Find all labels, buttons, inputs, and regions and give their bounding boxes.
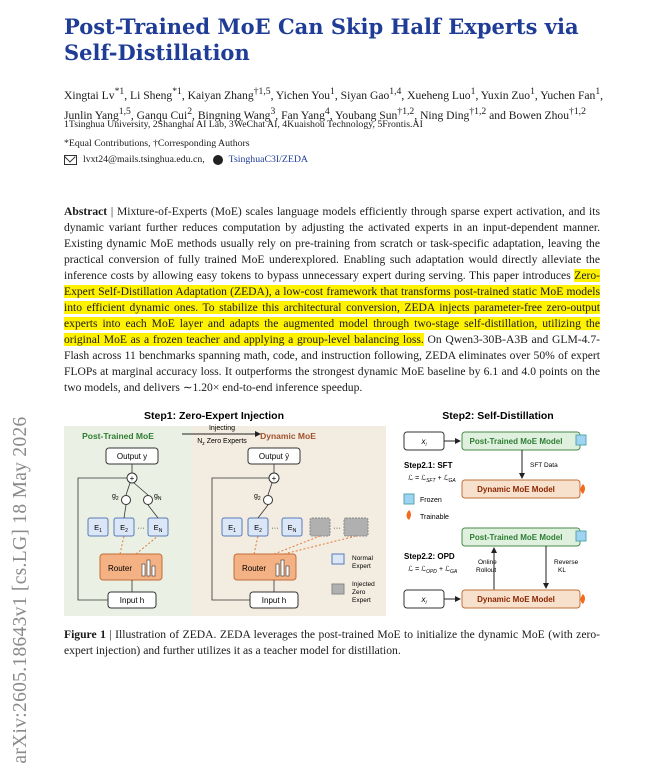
contact-line xyxy=(64,153,624,166)
svg-text:E2: $E_2$ xyxy=(120,523,128,534)
svg-text:xi: $x_i$ xyxy=(421,437,427,448)
router-label-left: Router xyxy=(107,564,133,573)
github-icon xyxy=(213,155,223,165)
legend-frozen-icon xyxy=(404,494,414,504)
mail-icon xyxy=(64,155,77,165)
zero-experts-label: $N_z$ Zero Experts xyxy=(197,438,247,447)
github-link[interactable]: TsinghuaC3I/ZEDA xyxy=(228,154,308,165)
contact-email[interactable]: lvxt24@mails.tsinghua.edu.cn, xyxy=(83,154,205,165)
zero-expert-n xyxy=(344,518,368,536)
figure-caption xyxy=(64,627,600,659)
svg-text:KL: KL xyxy=(558,567,566,574)
abstract-text-2: On Qwen3-30B-A3B and GLM-4.7-Flash across 11 benchmarks spanning math, code, and instruction following, ZEDA eliminates over 50% of expert FLOPs at marginal accuracy loss. It outperforms the strongest dynamic MoE baseline by 6.1 and 4.0 points on the two models, and delivers ∼1.20× end-to-end inference speedup. xyxy=(64,333,600,394)
svg-text:g2: $g_2$ xyxy=(254,493,261,502)
svg-text:Expert: Expert xyxy=(352,563,371,570)
figure-1 xyxy=(64,408,598,618)
frozen-icon xyxy=(576,435,586,445)
legend-zero-swatch xyxy=(332,584,344,594)
router-label-right: Router xyxy=(241,564,267,573)
output-ybar-label: Output ȳ xyxy=(258,452,290,461)
output-y-label: Output y xyxy=(116,452,148,461)
arxiv-id: arXiv:2605.18643v1 [cs.LG] 18 May 2026 xyxy=(10,416,31,764)
multiply-node-2 xyxy=(122,496,131,505)
injecting-label: Injecting xyxy=(208,425,236,432)
svg-text:Post-Trained MoE Model: Post-Trained MoE Model xyxy=(469,533,563,542)
abstract-label: Abstract xyxy=(64,205,108,218)
sft-loss: ℒ = ℒ$_{SFT}$ + ℒ$_{GA}$ xyxy=(408,475,456,484)
affiliations: 1Tsinghua University, 2Shanghai AI Lab, 3WeChat AI, 4Kuaishou Technology, 5Frontis.AI xyxy=(64,119,423,130)
svg-text:Injected: Injected xyxy=(352,581,375,588)
svg-text:Dynamic MoE Model: Dynamic MoE Model xyxy=(477,595,555,604)
post-trained-label: Post-Trained MoE xyxy=(82,431,154,441)
svg-text:EN: $E_N$ xyxy=(287,523,297,534)
svg-text:Rollout: Rollout xyxy=(476,567,497,574)
opd-loss: ℒ = ℒ$_{OPD}$ + ℒ$_{GA}$ xyxy=(408,566,458,575)
svg-text:···: ··· xyxy=(271,523,279,532)
gn-label: $g_N$ xyxy=(154,493,162,502)
input-h-label-right: Input h xyxy=(261,596,287,605)
svg-text:Trainable: Trainable xyxy=(420,514,449,521)
teacher-model-label-top: Post-Trained MoE Model xyxy=(469,437,563,446)
svg-text:Expert: Expert xyxy=(352,597,371,604)
multiply-node-n xyxy=(144,496,153,505)
svg-text:Reverse: Reverse xyxy=(554,559,579,566)
author-notes: *Equal Contributions, †Corresponding Authors xyxy=(64,138,250,149)
svg-text:E1: $E_1$ xyxy=(94,523,102,534)
svg-text:EN: $E_N$ xyxy=(153,523,163,534)
svg-text:xi: $x_i$ xyxy=(421,595,427,606)
svg-text:Online: Online xyxy=(478,559,497,566)
svg-text:+: + xyxy=(129,474,135,483)
svg-text:E1: $E_1$ xyxy=(228,523,236,534)
step1-title: Step1: Zero-Expert Injection xyxy=(143,410,285,422)
abstract-highlight: Zero-Expert Self-Distillation Adaptation (ZEDA), a low-cost framework that transforms post-trained static MoE models into efficient dynamic ones. To stabilize this architectural conversion, ZEDA injects parameter-free zero-output experts into each MoE layer and adapts the augmented model through two-stage self-distillation, utilizing the original MoE as a frozen teacher and applying a group-level balancing loss. xyxy=(64,269,600,346)
svg-text:E2: $E_2$ xyxy=(254,523,262,534)
input-h-label-left: Input h xyxy=(119,596,145,605)
step2-title: Step2: Self-Distillation xyxy=(442,410,554,422)
abstract-text-1: | Mixture-of-Experts (MoE) scales language models efficiently through sparse expert activation, and its dynamic variant further reduces computation by adjusting the activated experts in an input-dependent manner. Existing dynamic MoE methods usually rely on pre-training from scratch or task-specific adaptation, leaving the practical conversion of fully trained MoE underexplored. Enabling such adaptation would directly alleviate the inference costs by allowing easy tokens to bypass unnecessary expert during serving. This paper introduces xyxy=(64,205,600,282)
student-model-label-top: Dynamic MoE Model xyxy=(477,485,555,494)
legend-normal-swatch xyxy=(332,554,344,564)
abstract xyxy=(64,204,600,396)
svg-text:Zero: Zero xyxy=(352,589,366,596)
caption-label: Figure 1 xyxy=(64,628,106,641)
paper-title: Post-Trained MoE Can Skip Half Experts via Self-Distillation xyxy=(64,14,579,65)
author-list: Xingtai Lv$^{*1}$, Li Sheng$^{*1}$, Kaiyan Zhang$^{\dagger 1,5}$, Yichen You$^1$, Siyan Gao$^{1,4}$, Xueheng Luo$^1$, Yuxin Zuo$^1$, Yuchen Fan$^1$, Junlin Yang$^{1,5}$, Ganqu Cui$^2$, Bingning Wang$^3$, Fan Yang$^4$, Youbang Sun$^{\dagger 1,2}$, Ning Ding$^{\dagger 1,2}$ and Bowen Zhou$^{\dagger 1,2}$ xyxy=(64,86,604,122)
sft-label: Step2.1: SFT xyxy=(404,461,453,470)
svg-text:+: + xyxy=(271,474,277,483)
svg-text:···: ··· xyxy=(333,523,341,532)
arxiv-stamp xyxy=(6,190,36,764)
opd-label: Step2.2: OPD xyxy=(404,552,455,561)
dynamic-label: Dynamic MoE xyxy=(260,431,316,441)
svg-text:SFT Data: SFT Data xyxy=(530,462,558,469)
zero-expert-1 xyxy=(310,518,330,536)
svg-text:Frozen: Frozen xyxy=(420,497,442,504)
g2-label: $g_2$ xyxy=(112,493,119,502)
caption-text: | Illustration of ZEDA. ZEDA leverages the post-trained MoE to initialize the dynamic MoE (with zero-expert injection) and further utilizes it as a teacher model for distillation. xyxy=(64,628,600,657)
svg-text:···: ··· xyxy=(137,523,145,532)
svg-text:Normal: Normal xyxy=(352,555,373,562)
